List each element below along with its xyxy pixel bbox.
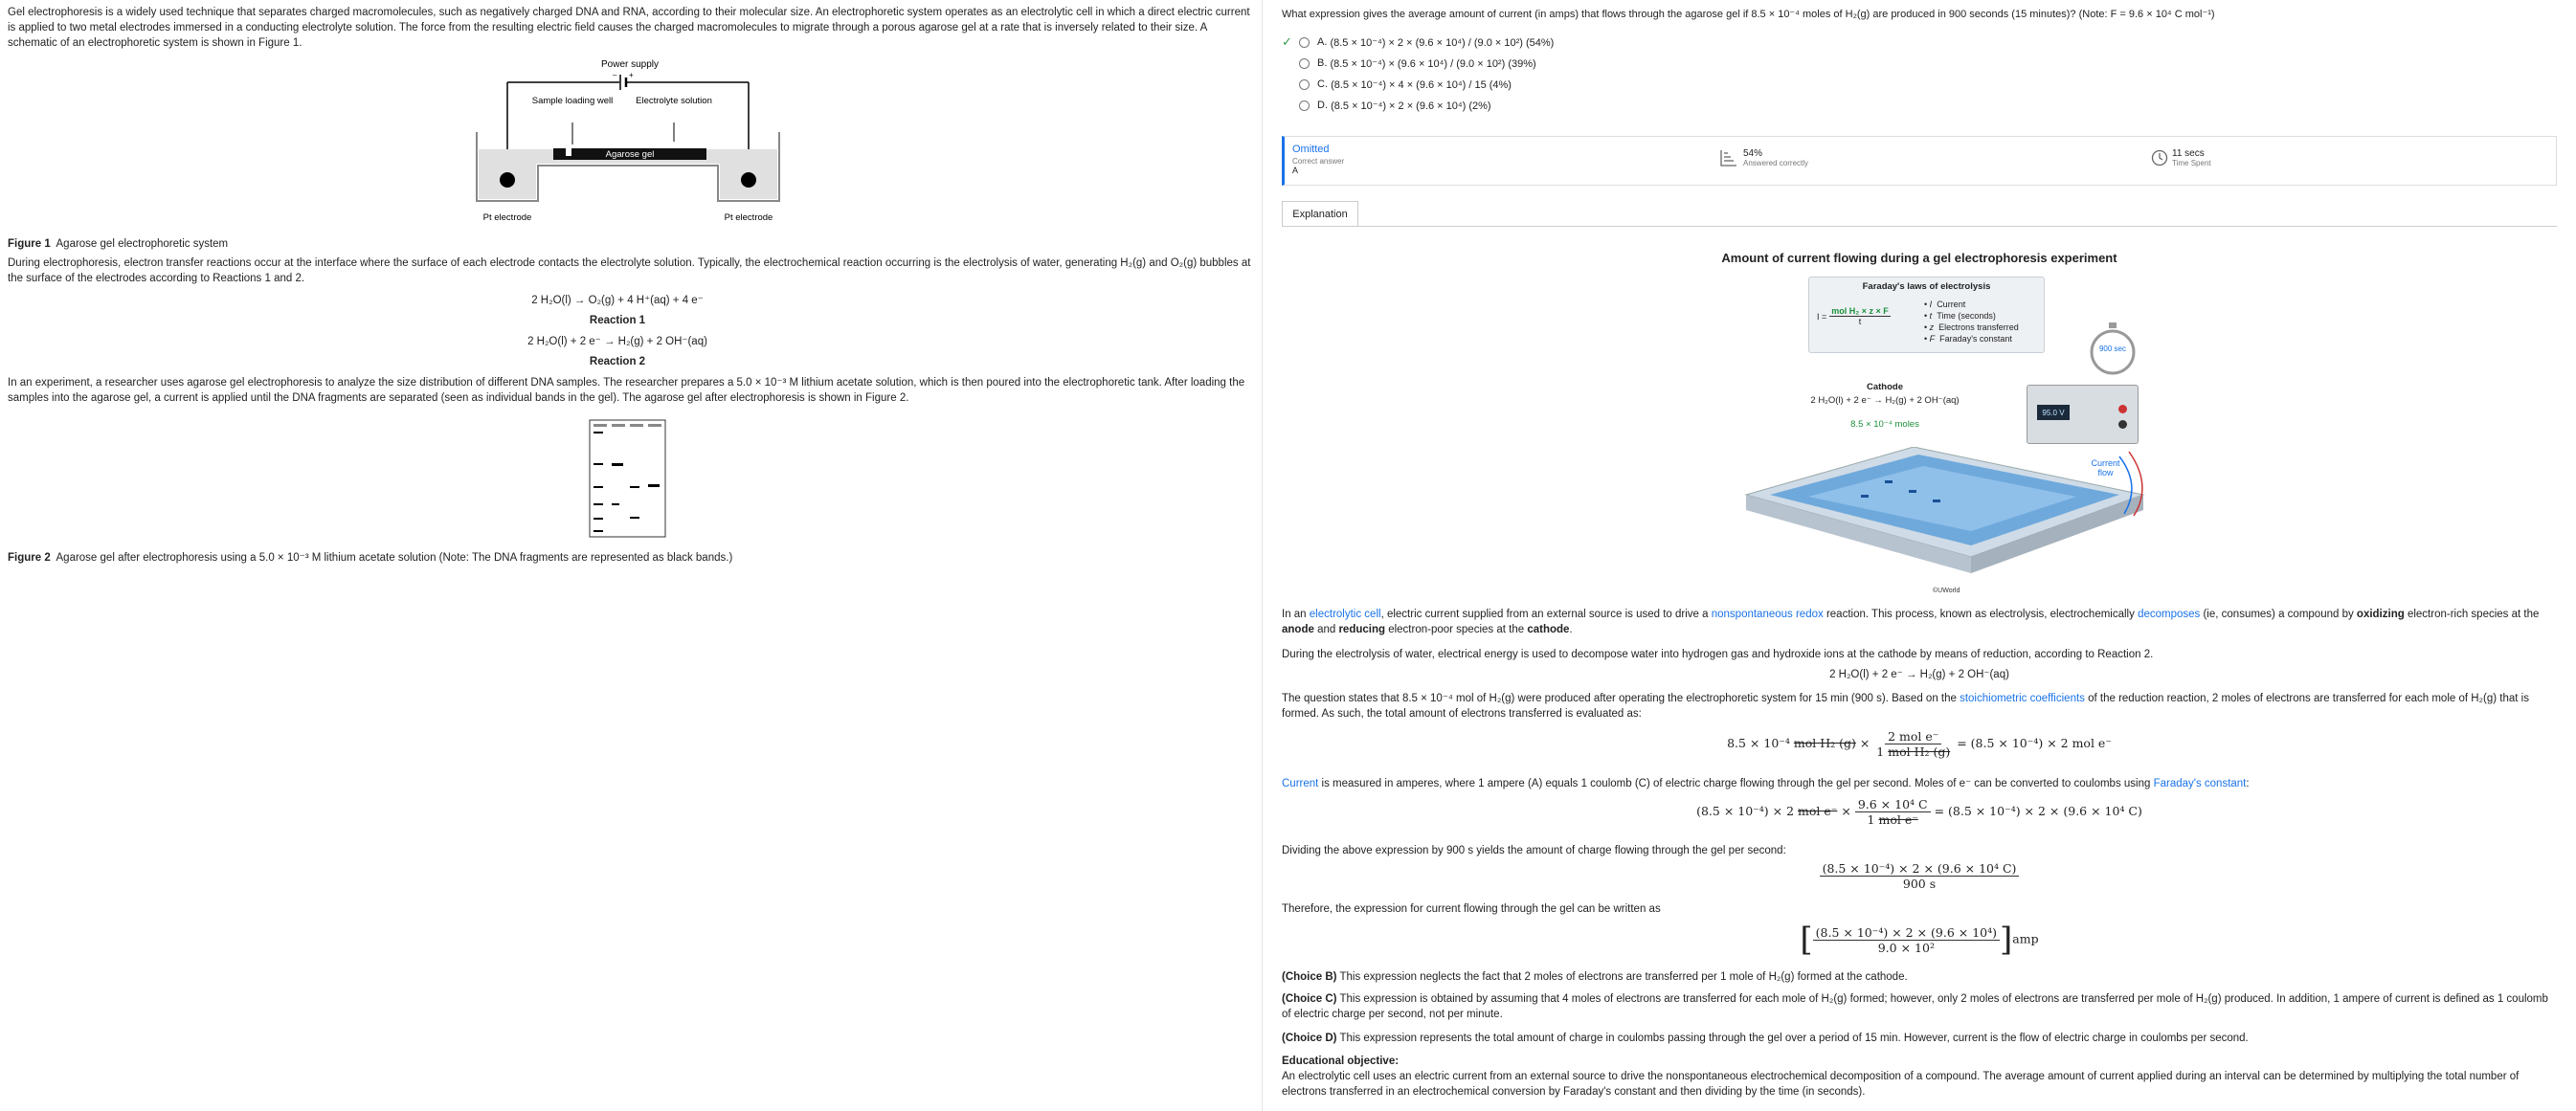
tab-underline xyxy=(1282,226,2557,227)
explanation-choice-c: (Choice C) This expression is obtained by assuming that 4 moles of electrons are transferred for each mole of H₂(g) formed; however, only 2 moles of electrons are transferred per mole of H₂(g) produced. In addition, 1 ampere of current is defined as 1 coulomb of electric charge per second, not per minute. xyxy=(1282,993,2548,1020)
figure2-gel xyxy=(589,419,667,540)
status-text: Omitted xyxy=(1292,144,1330,155)
figure1-diagram xyxy=(469,56,795,228)
equation-electrons: 8.5 × 10⁻⁴ mol H₂ (g) × $\frac{\text{2 mol e⁻}}{\text{1 mol H₂ (g)}}$ = (8.5 × 10⁻⁴) × 2 mol e⁻ xyxy=(1727,729,2112,759)
agarose-gel-label: Agarose gel xyxy=(605,149,655,160)
explanation-p2-equation: 2 H₂O(l) + 2 e⁻ → H₂(g) + 2 OH⁻(aq) xyxy=(1829,669,2009,680)
faraday-laws-box: Faraday's laws of electrolysis I = mol H₂ × z × F t • I Current • t Time (seconds) • z Electrons transferred • F Faraday's constant xyxy=(1808,277,2045,353)
passage-intro: Gel electrophoresis is a widely used technique that separates charged macromolecules, such as negatively charged DNA and RNA, according to their molecular size. An electrophoretic system operates as an electrolytic cell in which a direct electric current is applied to two metal electrodes immersed in a conducting electrolyte solution. The force from the resulting electric field causes the charged macromolecules to migrate through a porous agarose gel at a rate that is inversely related to their size. A schematic of an electrophoretic system is shown in Figure 1. xyxy=(8,7,1250,49)
current-flow-label: Current flow xyxy=(2091,458,2120,478)
question-stem: What expression gives the average amount of current (in amps) that flows through the agarose gel if 8.5 × 10⁻⁴ moles of H₂(g) are produced in 900 seconds (15 minutes)? (Note: F = 9.6 × 10⁴ C mol⁻¹) xyxy=(1282,9,2215,20)
power-supply-device xyxy=(2027,385,2139,444)
svg-text:+: + xyxy=(629,71,634,79)
link-stoichiometric-coefficients[interactable]: stoichiometric coefficients xyxy=(1960,693,2085,704)
choice-c[interactable]: C. (8.5 × 10⁻⁴) × 4 × (9.6 × 10⁴) / 15 (4%) xyxy=(1282,74,1554,95)
svg-text:900 sec: 900 sec xyxy=(2098,344,2127,353)
faraday-legend: • I Current • t Time (seconds) • z Electrons transferred • F Faraday's constant xyxy=(1924,300,2019,344)
equation-charge-per-second: $\frac{\text{(8.5 × 10⁻⁴) × 2 × (9.6 × 10⁴ C)}}{900 s}$ xyxy=(1282,861,2557,891)
power-supply-label: Power supply xyxy=(600,59,660,70)
radio-a[interactable] xyxy=(1299,37,1310,48)
reaction1-equation: 2 H₂O(l) → O₂(g) + 4 H⁺(aq) + 4 e⁻ xyxy=(531,295,704,306)
answer-stats-bar xyxy=(1282,136,2557,186)
passage-panel xyxy=(0,0,1262,1111)
pt-electrode-right xyxy=(741,172,756,188)
tab-explanation[interactable]: Explanation xyxy=(1282,201,1358,226)
explanation-p2: During the electrolysis of water, electrical energy is used to decompose water into hydrogen gas and hydroxide ions at the cathode by means of reduction, according to Reaction 2. xyxy=(1282,649,2154,660)
radio-c[interactable] xyxy=(1299,79,1310,90)
link-decomposes[interactable]: decomposes xyxy=(2138,609,2201,620)
correct-answer-value: A xyxy=(1292,166,1299,175)
pt-electrode-left xyxy=(500,172,515,188)
passage-para2: During electrophoresis, electron transfer reactions occur at the interface where the surface of each electrode contacts the electrolyte solution. Typically, the electrochemical reaction occurring is the electrolysis of water, generating H₂(g) and O₂(g) bubbles at the surface of the electrodes according to Reactions 1 and 2. xyxy=(8,257,1251,284)
cathode-block: Cathode 2 H₂O(l) + 2 e⁻ → H₂(g) + 2 OH⁻(aq) 8.5 × 10⁻⁴ moles xyxy=(1810,382,1960,430)
educational-objective-label: Educational objective: xyxy=(1282,1055,1400,1067)
answer-choices xyxy=(1282,32,1554,116)
gel-tank-illustration xyxy=(1741,447,2153,576)
link-nonspontaneous-redox[interactable]: nonspontaneous redox xyxy=(1711,609,1824,620)
link-electrolytic-cell[interactable]: electrolytic cell xyxy=(1309,609,1381,620)
voltage-display: 95.0 V xyxy=(2037,405,2070,420)
explanation-choice-b: (Choice B) This expression neglects the fact that 2 moles of electrons are transferred per 1 mole of H₂(g) formed at the cathode. xyxy=(1282,971,1908,983)
stopwatch-icon xyxy=(2088,321,2138,376)
link-current[interactable]: Current xyxy=(1282,778,1319,789)
svg-text:–: – xyxy=(613,71,617,79)
explanation-p5: Dividing the above expression by 900 s yields the amount of charge flowing through the gel per second: xyxy=(1282,845,1786,856)
choice-b[interactable]: B. (8.5 × 10⁻⁴) × (9.6 × 10⁴) / (9.0 × 10²) (39%) xyxy=(1282,53,1554,74)
explanation-p1: In an electrolytic cell, electric current supplied from an external source is used to drive a nonspontaneous redox reaction. This process, known as electrolysis, electrochemically decomposes (ie, consumes) a compound by oxidizing electron-rich species at the anode and reducing electron-poor species at the cathode. xyxy=(1282,609,2540,635)
reaction2-equation: 2 H₂O(l) + 2 e⁻ → H₂(g) + 2 OH⁻(aq) xyxy=(527,336,707,347)
choice-a[interactable]: ✓ A. (8.5 × 10⁻⁴) × 2 × (9.6 × 10⁴) / (9.0 × 10²) (54%) xyxy=(1282,34,1555,49)
question-panel xyxy=(1263,0,2576,1111)
link-faradays-constant[interactable]: Faraday's constant xyxy=(2153,778,2247,789)
percent-block: 54% Answered correctly xyxy=(1720,148,1808,167)
sample-well-label: Sample loading well xyxy=(531,96,614,106)
reaction1-label: Reaction 1 xyxy=(589,315,646,326)
passage-para3: In an experiment, a researcher uses agarose gel electrophoresis to analyze the size distribution of different DNA samples. The researcher prepares a 5.0 × 10⁻³ M lithium acetate solution, which is then poured into the electrophoretic tank. After loading the samples into the agarose gel, a current is applied until the DNA fragments are separated (seen as individual bands in the gel). The agarose gel after electrophoresis is shown in Figure 2. xyxy=(8,377,1245,404)
clock-icon xyxy=(2151,149,2168,167)
bar-chart-icon xyxy=(1720,149,1737,167)
copyright: ©UWorld xyxy=(1933,588,1960,594)
svg-text:Pt electrode: Pt electrode xyxy=(724,212,773,223)
time-block: 11 secs Time Spent xyxy=(2151,148,2211,167)
explanation-p3: The question states that 8.5 × 10⁻⁴ mol of H₂(g) were produced after operating the electrophoretic system for 15 min (900 s). Based on the stoichiometric coefficients of the reduction reaction, 2 moles of electrons are transferred for each mole of H₂(g) that is formed. As such, the total amount of electrons transferred is evaluated as: xyxy=(1282,693,2529,720)
explanation-choice-d: (Choice D) This expression represents the total amount of charge in coulombs passing through the gel over a period of 15 min. However, current is the flow of electric charge in coulombs per second. xyxy=(1282,1033,2249,1044)
svg-text:Pt electrode: Pt electrode xyxy=(482,212,532,223)
explanation-illustration xyxy=(1741,275,2182,600)
choice-d[interactable]: D. (8.5 × 10⁻⁴) × 2 × (9.6 × 10⁴) (2%) xyxy=(1282,95,1554,116)
status-block: Omitted Correct answer A xyxy=(1292,144,1345,175)
correct-check-icon: ✓ xyxy=(1282,34,1292,49)
explanation-p4: Current is measured in amperes, where 1 ampere (A) equals 1 coulomb (C) of electric charge flowing through the gel per second. Moles of e⁻ can be converted to coulombs using Faraday's constant: xyxy=(1282,778,2250,789)
explanation-p6: Therefore, the expression for current flowing through the gel can be written as xyxy=(1282,903,1661,915)
educational-objective-text: An electrolytic cell uses an electric current from an external source to drive the nonspontaneous electrochemical decomposition of a compound. The average amount of current applied during an interval can be determined by multiplying the total number of electrons transferred in an electrochemical conversion by Faraday's constant and then dividing by the time (in seconds). xyxy=(1282,1071,2520,1098)
electrolyte-label: Electrolyte solution xyxy=(636,96,712,106)
equation-current: [ $\frac{\text{(8.5 × 10⁻⁴) × 2 × (9.6 × 10⁴)}}{\text{9.0 × 10²}}$ ]amp xyxy=(1800,921,2039,959)
reaction2-label: Reaction 2 xyxy=(589,356,646,367)
equation-charge: (8.5 × 10⁻⁴) × 2 mol e⁻ × $\frac{\text{9.6 × 10⁴ C}}{\text{1 mol e⁻}}$ = (8.5 × 10⁻⁴) × 2 × (9.6 × 10⁴ C) xyxy=(1696,797,2142,827)
figure1-caption: Figure 1 Agarose gel electrophoretic system xyxy=(8,238,229,250)
figure2-caption: Figure 2 Agarose gel after electrophoresis using a 5.0 × 10⁻³ M lithium acetate solution (Note: The DNA fragments are represented as black bands.) xyxy=(8,552,733,564)
radio-b[interactable] xyxy=(1299,58,1310,69)
radio-d[interactable] xyxy=(1299,100,1310,111)
explanation-title: Amount of current flowing during a gel electrophoresis experiment xyxy=(1721,251,2117,265)
